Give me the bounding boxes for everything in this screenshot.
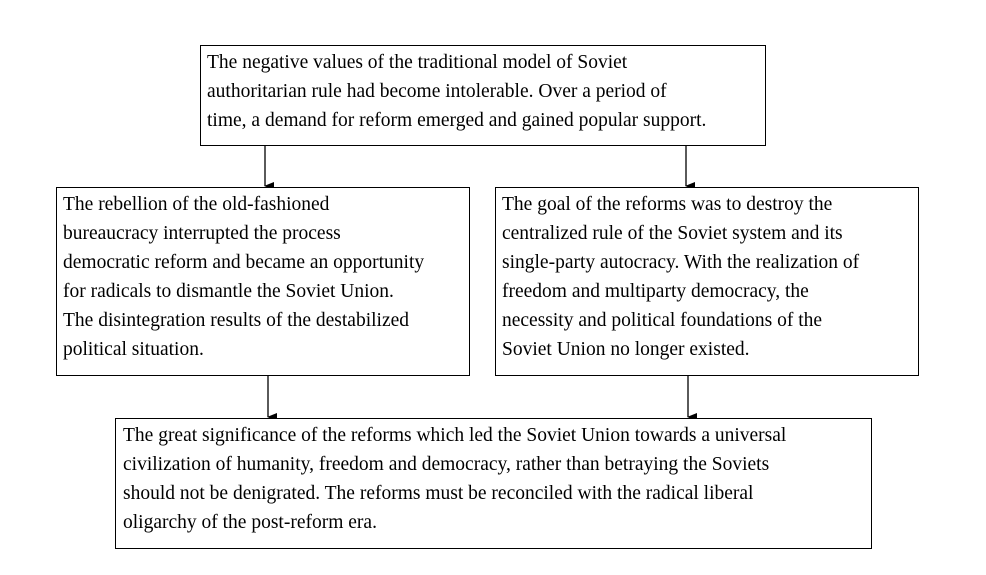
box-text-line: oligarchy of the post-reform era. — [123, 512, 377, 533]
box-text-line: authoritarian rule had become intolerable. Over a period of — [207, 81, 667, 102]
box-text-line: The disintegration results of the destabilized — [63, 310, 410, 331]
box-text-line: for radicals to dismantle the Soviet Union. — [63, 281, 394, 302]
box-text-line: The goal of the reforms was to destroy the — [502, 194, 833, 215]
box-intolerable-authoritarian-rule — [200, 45, 766, 146]
box-text-line: Soviet Union no longer existed. — [502, 339, 750, 360]
box-text-line: The rebellion of the old-fashioned — [63, 194, 330, 215]
box-reform-significance — [115, 418, 872, 549]
box-text-line: The negative values of the traditional model of Soviet — [207, 52, 628, 73]
box-text-line: democratic reform and became an opportunity — [63, 252, 425, 273]
box-text-line: should not be denigrated. The reforms must be reconciled with the radical liberal — [123, 483, 754, 504]
box-text-line: The great significance of the reforms which led the Soviet Union towards a universal — [123, 425, 787, 446]
box-text-line: freedom and multiparty democracy, the — [502, 281, 809, 302]
box-text-line: necessity and political foundations of the — [502, 310, 823, 331]
box-text-line: bureaucracy interrupted the process — [63, 223, 341, 244]
box-text-line: civilization of humanity, freedom and democracy, rather than betraying the Soviets — [123, 454, 770, 475]
box-text-line: time, a demand for reform emerged and gained popular support. — [207, 110, 707, 131]
box-text-line: centralized rule of the Soviet system and its — [502, 223, 843, 244]
box-reform-goal — [495, 187, 919, 376]
box-text-line: single-party autocracy. With the realization of — [502, 252, 860, 273]
box-bureaucracy-rebellion — [56, 187, 470, 376]
box-text-line: political situation. — [63, 339, 204, 360]
